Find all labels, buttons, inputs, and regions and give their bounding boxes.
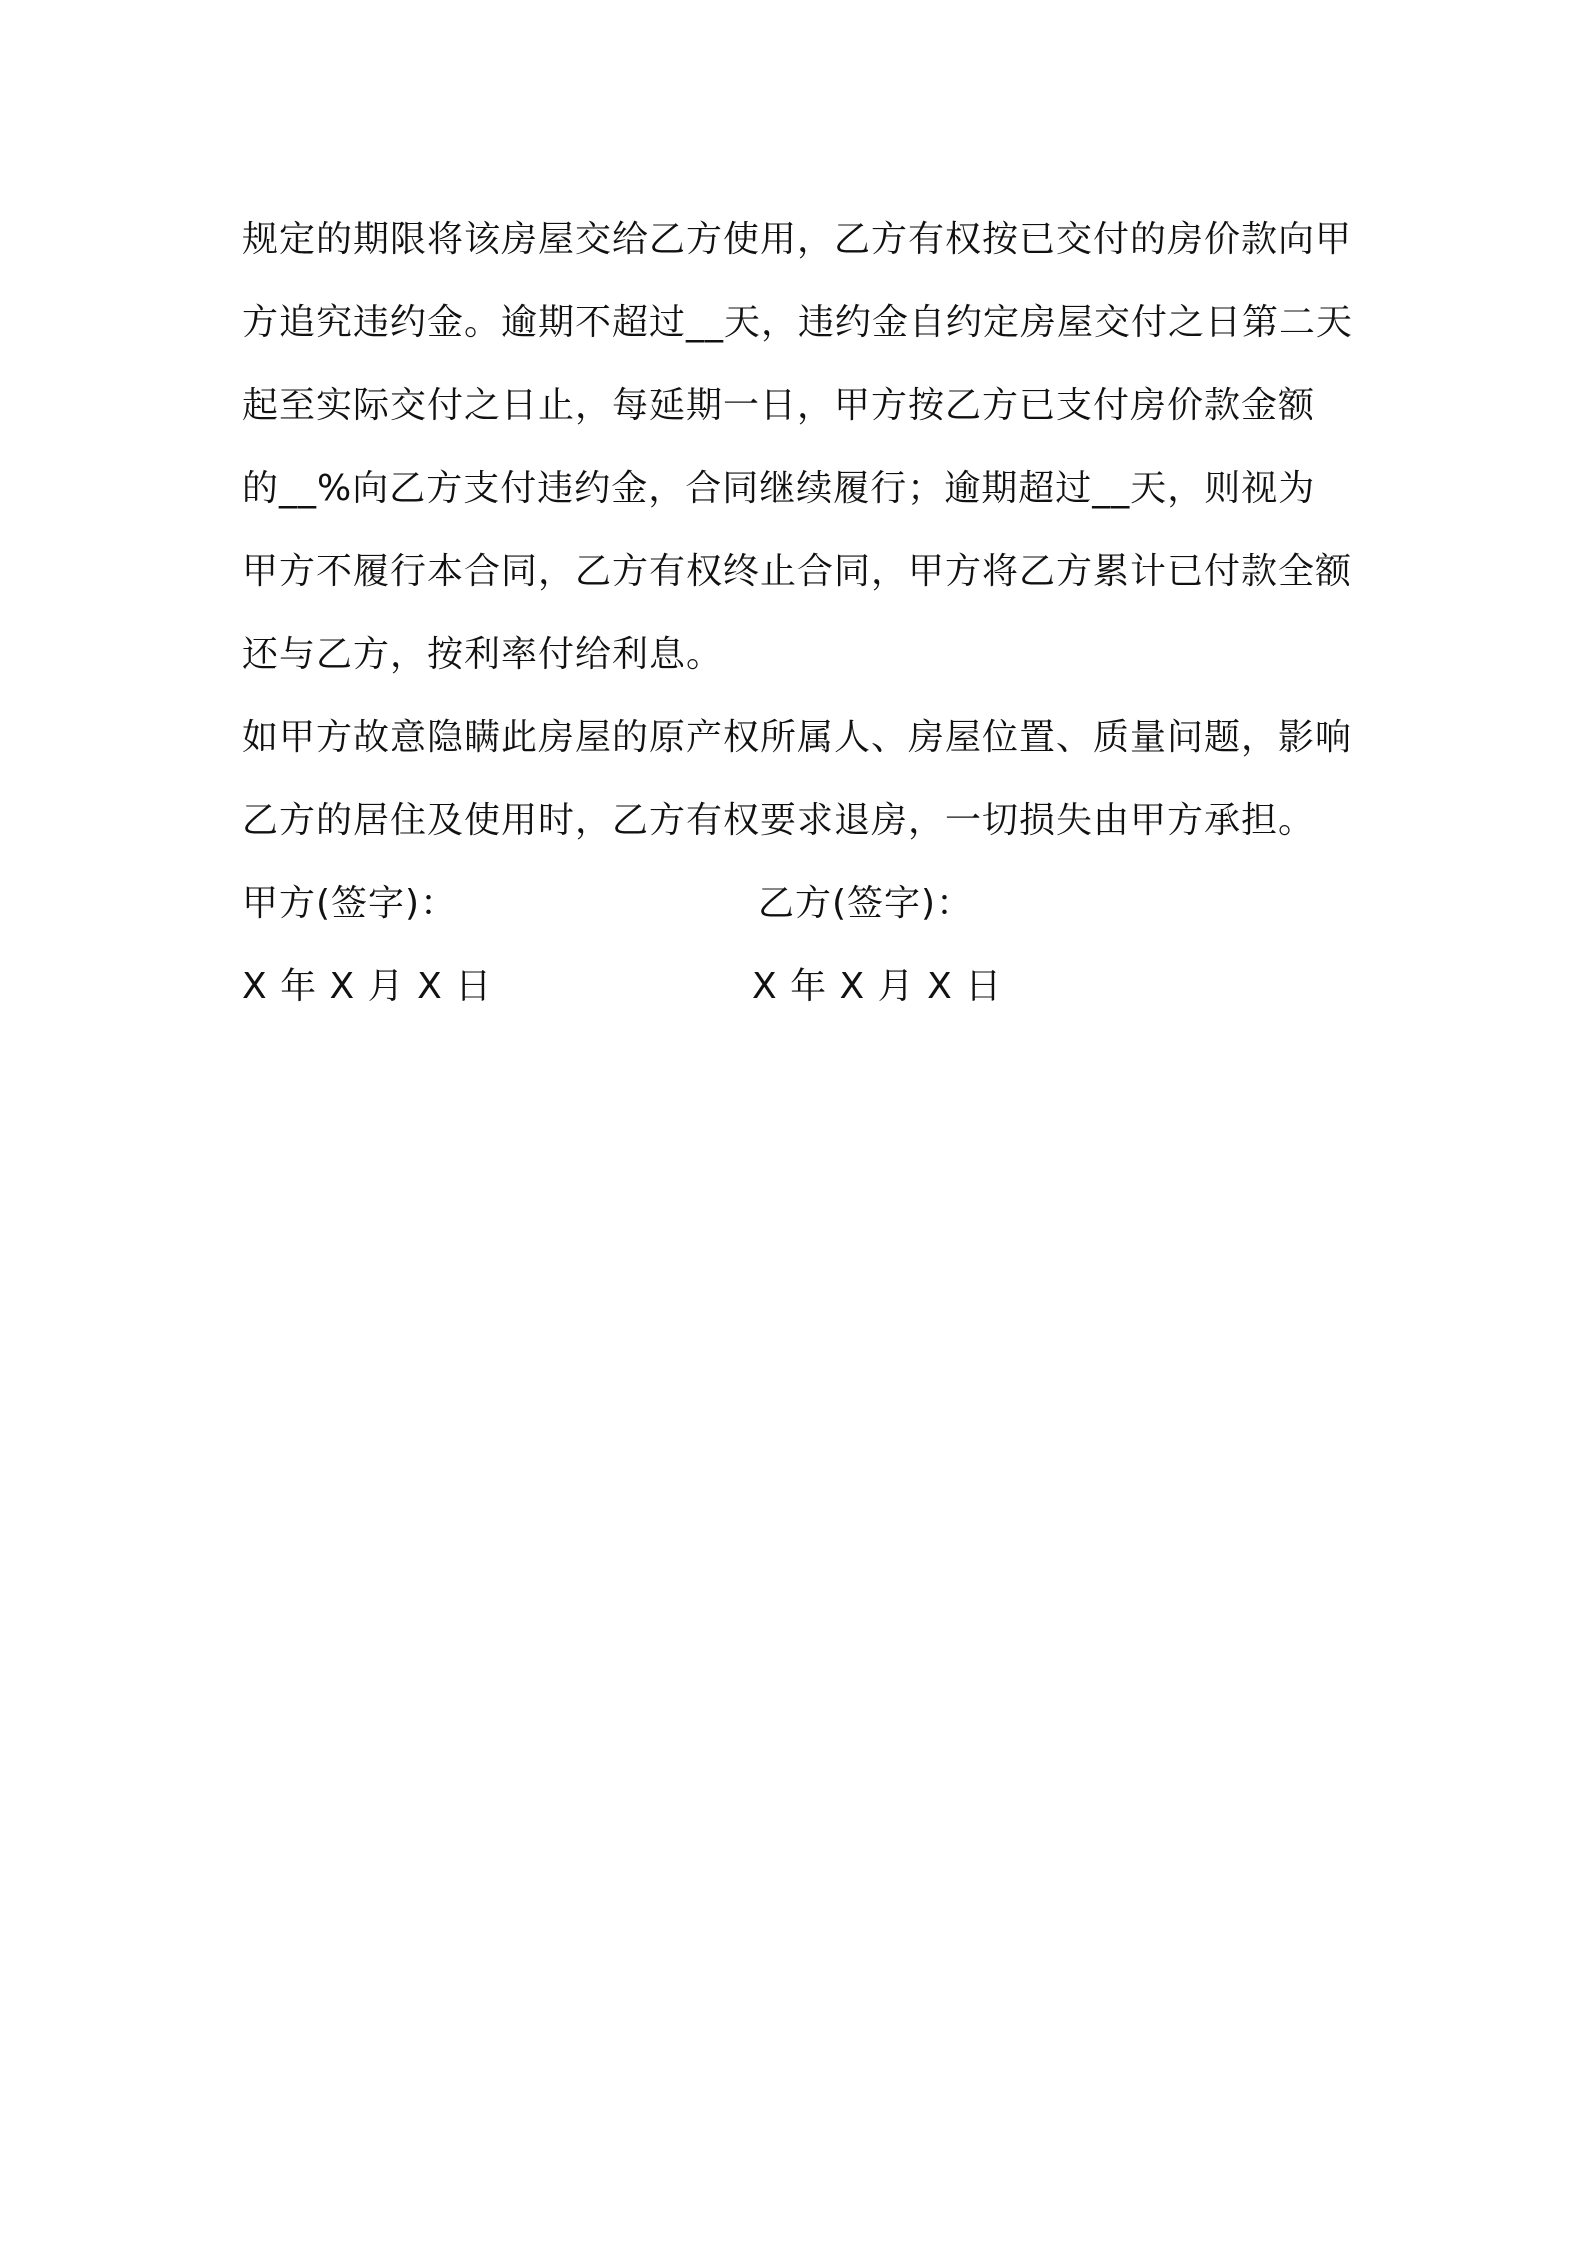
paragraph-line: 乙方的居住及使用时，乙方有权要求退房，一切损失由甲方承担。: [242, 800, 1316, 841]
paragraph-line: 如甲方故意隐瞒此房屋的原产权所属人、房屋位置、质量问题，影响: [242, 717, 1353, 758]
party-b-signature-label: 乙方(签字)：: [758, 883, 974, 924]
party-a-date: X 年 X 月 X 日: [242, 966, 493, 1007]
signature-row: [242, 862, 1360, 945]
date-row: [242, 945, 1360, 1028]
paragraph-line: 规定的期限将该房屋交给乙方使用，乙方有权按已交付的房价款向甲: [242, 219, 1353, 260]
paragraph-line: 的__%向乙方支付违约金，合同继续履行；逾期超过__天，则视为: [242, 468, 1316, 509]
contract-text: [242, 198, 1360, 1028]
paragraph-line: 起至实际交付之日止，每延期一日，甲方按乙方已支付房价款金额: [242, 385, 1316, 426]
party-a-signature-label: 甲方(签字)：: [242, 883, 458, 924]
paragraph-line: 还与乙方，按利率付给利息。: [242, 634, 724, 675]
paragraph-line: 甲方不履行本合同，乙方有权终止合同，甲方将乙方累计已付款全额: [242, 551, 1353, 592]
paragraph-line: 方追究违约金。逾期不超过__天，违约金自约定房屋交付之日第二天: [242, 302, 1354, 343]
party-b-date: X 年 X 月 X 日: [752, 966, 1003, 1007]
